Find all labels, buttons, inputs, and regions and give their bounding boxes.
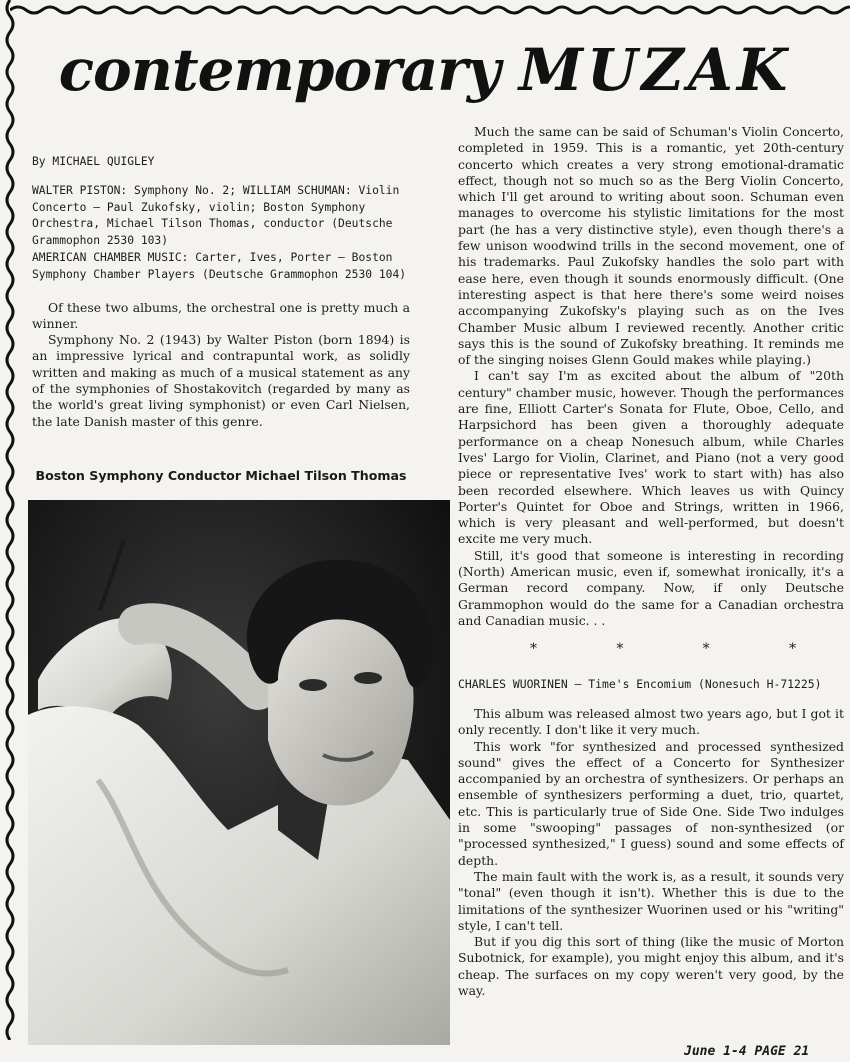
album-listing-2: AMERICAN CHAMBER MUSIC: Carter, Ives, Porter — Boston Symphony Chamber Players (Deutsche Grammophon 2530 104)	[32, 250, 407, 281]
body-paragraph: Much the same can be said of Schuman's Violin Concerto, completed in 1959. This is a romantic, yet 20th-century concerto which creates a very strong emotional-dramatic effect, though not so much so as the Berg Violin Concerto, which I'll get around to writing about soon. Schuman even manages to overcome his stylistic limitations for the most part (he has a very distinctive style), even though there's a few unison woodwind trills in the second movement, one of his trademarks. Paul Zukofsky handles the solo part with ease here, even though it sounds enormously difficult. (One interesting aspect is that here there's some weird noises accompanying Zukofsky's playing such as on the Ives Chamber Music album I reviewed recently. Another critic says this is the sound of Zukofsky breathing. It reminds me of the singing noises Glenn Gould makes while playing.)	[458, 124, 844, 368]
conductor-photo	[28, 500, 450, 1045]
body-paragraph: I can't say I'm as excited about the album of "20th century" chamber music, however. Though the performances are fine, Elliott Carter's Sonata for Flute, Oboe, Cello, and Harpsichord has been given a thoroughly adequate performance on a cheap Nonesuch album, while Charles Ives' Largo for Violin, Clarinet, and Piano (not a very good piece or representative Ives' work to start with) has also been recorded elsewhere. Which leaves us with Quincy Porter's Quintet for Oboe and Strings, written in 1966, which is very pleasant and well-performed, but doesn't excite me very much.	[458, 368, 844, 547]
star: *	[702, 641, 710, 658]
body-paragraph: This album was released almost two years ago, but I got it only recently. I don't like it very much.	[458, 706, 844, 738]
star: *	[530, 641, 537, 658]
body-paragraph: This work "for synthesized and processed synthesized sound" gives the effect of a Concerto for Synthesizer accompanied by an orchestra of synthesizers. Or perhaps an ensemble of synthesizers performing a duet, trio, quartet, etc. This is particularly true of Side One. Side Two indulges in some "swooping" passages of non-synthesized (or "processed synthesized," I guess) sound and some effects of depth.	[458, 738, 844, 868]
body-paragraph: But if you dig this sort of thing (like the music of Morton Subotnick, for example), you might enjoy this album, and it's cheap. The surfaces on my copy weren't very good, by the way.	[458, 934, 844, 999]
body-paragraph: The main fault with the work is, as a result, it sounds very "tonal" (even though it isn't). Whether this is due to the limitations of the synthesizer Wuorinen used or his "writing" style, I can't tell.	[458, 868, 844, 933]
body-paragraph: Of these two albums, the orchestral one is pretty much a winner.	[32, 299, 410, 331]
album-listing-1: WALTER PISTON: Symphony No. 2; WILLIAM SCHUMAN: Violin Concerto — Paul Zukofsky, violin; Boston Symphony Orchestra, Michael Tilson Thomas, conductor (Deutsche Grammophon 2530 103)	[32, 183, 400, 248]
headline	[0, 36, 850, 104]
left-column	[32, 154, 410, 430]
album-listing-3: CHARLES WUORINEN — Time's Encomium (Nonesuch H-71225)	[458, 676, 822, 691]
page-folio: June 1-4 PAGE 21	[684, 1044, 810, 1059]
headline-part-2: MUZAK	[518, 36, 792, 104]
byline: By MICHAEL QUIGLEY	[32, 155, 155, 168]
wavy-border-left	[0, 0, 20, 1040]
right-column	[458, 124, 844, 999]
star: *	[788, 641, 796, 658]
section-divider	[458, 641, 844, 657]
body-paragraph: Still, it's good that someone is interesting in recording (North) American music, even if, somewhat ironically, it's a German record company. Now, if only Deutsche Grammophon would do the same for a Canadian orchestra and Canadian music. . .	[458, 547, 844, 628]
body-paragraph: Symphony No. 2 (1943) by Walter Piston (born 1894) is an impressive lyrical and contrapuntal work, as solidly written and making as much of a musical statement as any of the symphonies of Shostakovitch (regarded by many as the world's great living symphonist) or even Carl Nielsen, the late Danish master of this genre.	[32, 332, 410, 429]
headline-part-1: contemporary	[58, 36, 500, 104]
star: *	[616, 641, 624, 658]
wavy-border-top	[10, 0, 850, 20]
photo-caption: Boston Symphony Conductor Michael Tilson Thomas	[35, 468, 407, 483]
